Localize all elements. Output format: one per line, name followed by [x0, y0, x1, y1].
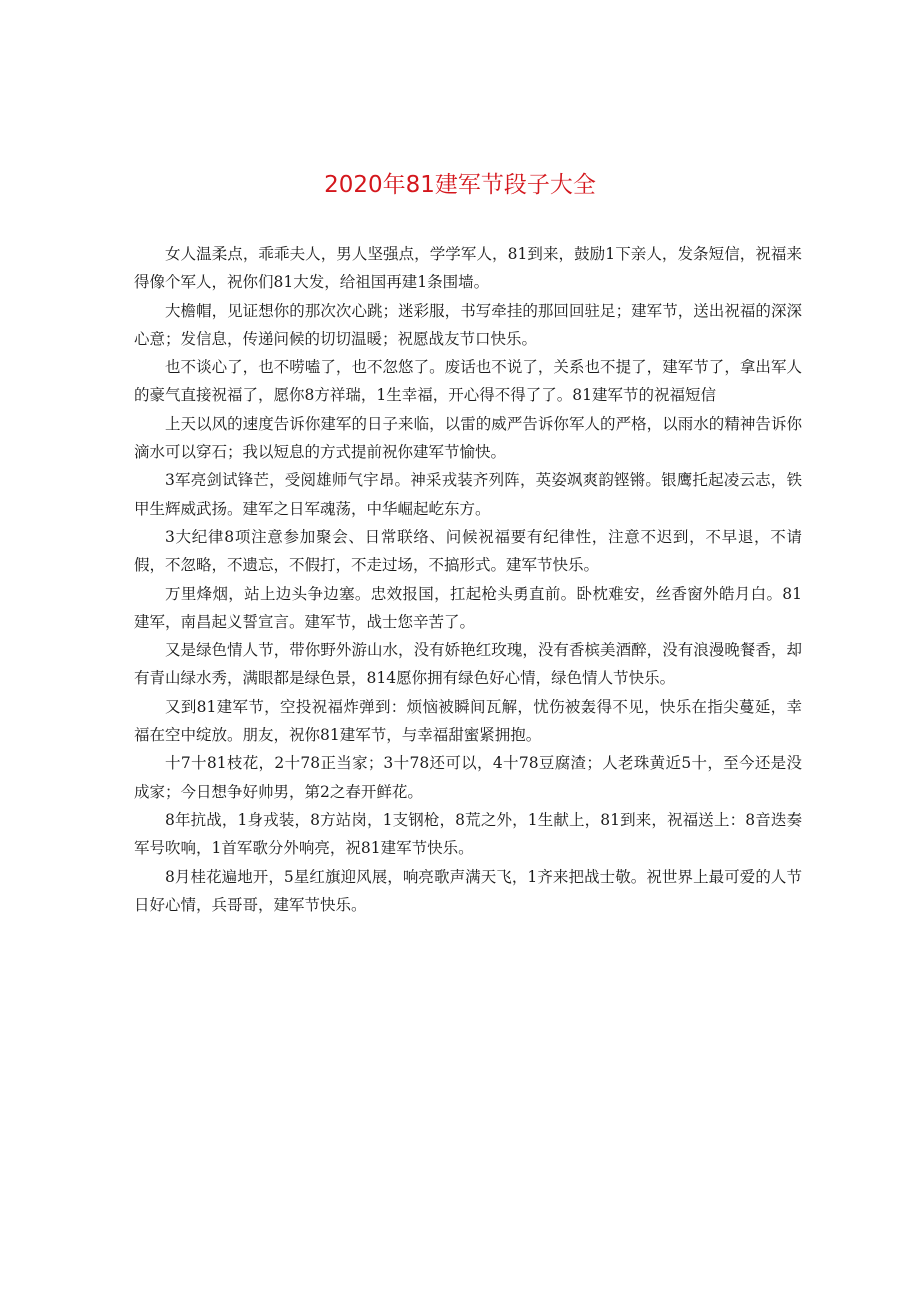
paragraph: 万里烽烟，站上边头争边塞。忠效报国，扛起枪头勇直前。卧枕难安，丝香窗外皓月白。81建军，南昌起义誓宣言。建军节，战士您辛苦了。: [134, 584, 802, 631]
paragraph: 也不谈心了，也不唠嗑了，也不忽悠了。废话也不说了，关系也不提了，建军节了，拿出军人的豪气直接祝福了，愿你8方祥瑞，1生幸福，开心得不得了了。81建军节的祝福短信: [134, 358, 802, 405]
paragraph: 大檐帽，见证想你的那次次心跳；迷彩服，书写牵挂的那回回驻足；建军节，送出祝福的深深心意；发信息，传递问候的切切温暖；祝愿战友节口快乐。: [134, 301, 802, 348]
paragraph: 8月桂花遍地开，5星红旗迎风展，响亮歌声满天飞，1齐来把战士敬。祝世界上最可爱的人节日好心情，兵哥哥，建军节快乐。: [134, 867, 802, 914]
paragraph: 十7十81枝花，2十78正当家；3十78还可以，4十78豆腐渣；人老珠黄近5十，至今还是没成家；今日想争好帅男，第2之春开鲜花。: [134, 754, 802, 801]
paragraph: 3军亮剑试锋芒，受阅雄师气宇昂。神采戎装齐列阵，英姿飒爽韵铿锵。银鹰托起凌云志，铁甲生辉威武扬。建军之日军魂荡，中华崛起屹东方。: [134, 471, 802, 518]
paragraph: 又是绿色情人节，带你野外游山水，没有娇艳红玫瑰，没有香槟美酒醉，没有浪漫晚餐香，却有青山绿水秀，满眼都是绿色景，814愿你拥有绿色好心情，绿色情人节快乐。: [134, 641, 802, 688]
document-body: [134, 240, 802, 919]
paragraph: 3大纪律8项注意参加聚会、日常联络、问候祝福要有纪律性，注意不迟到，不早退，不请假，不忽略，不遗忘，不假打，不走过场，不搞形式。建军节快乐。: [134, 527, 802, 575]
paragraph: 8年抗战，1身戎装，8方站岗，1支钢枪，8荒之外，1生献上，81到来，祝福送上：8音迭奏军号吹响，1首军歌分外响亮，祝81建军节快乐。: [134, 810, 802, 858]
paragraph: 又到81建军节，空投祝福炸弹到：烦恼被瞬间瓦解，忧伤被轰得不见，快乐在指尖蔓延，幸福在空中绽放。朋友，祝你81建军节，与幸福甜蜜紧拥抱。: [134, 697, 802, 745]
paragraph: 女人温柔点，乖乖夫人，男人坚强点，学学军人，81到来，鼓励1下亲人，发条短信，祝福来得像个军人，祝你们81大发，给祖国再建1条围墙。: [134, 245, 802, 292]
paragraph: 上天以风的速度告诉你建军的日子来临，以雷的威严告诉你军人的严格，以雨水的精神告诉你滴水可以穿石；我以短息的方式提前祝你建军节愉快。: [134, 414, 802, 462]
document-title: 2020年81建军节段子大全: [324, 172, 596, 198]
